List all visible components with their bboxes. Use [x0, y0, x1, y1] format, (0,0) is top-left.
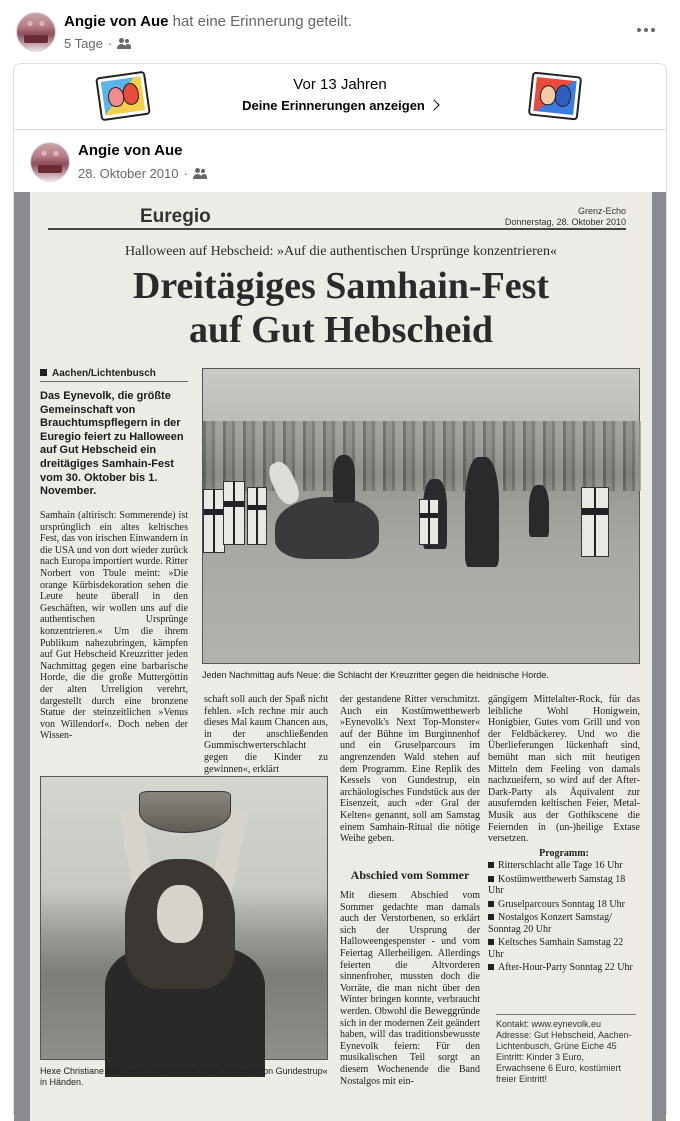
headline-line-2: auf Gut Hebscheid	[188, 309, 494, 351]
avatar-stage	[24, 35, 48, 43]
square-bullet-icon	[488, 964, 494, 970]
article-headline	[30, 264, 652, 352]
original-author-name[interactable]: Angie von Aue	[78, 142, 183, 159]
original-author-avatar[interactable]	[30, 142, 70, 182]
battle-photo-caption: Jeden Nachmittag aufs Neue: die Schlacht der Kreuzritter gegen die heidnische Horde.	[202, 670, 549, 680]
post-meta	[64, 36, 131, 51]
article-column-3b: Mit diesem Abschied vom Sommer gedachte man damals auch der Verstorbenen, so erklärt sich der Ursprung der Halloweengespenster - und vom Feiertag Allerheiligen. Allerdings feierten die Altvorderen sinnenfroher, mussten doch die Vorräte, die man nicht über den Winter bringen konnte, verbraucht werden. Obwohl die Beweggründe sich in der modernen Zeit geändert haben, will das traditionsbewusste Eynevolk feiern: Für den musikalischen Teil sorgt an diesem Wochenende die Band Nostalgos mit ein-	[340, 890, 480, 1087]
square-bullet-icon	[488, 862, 494, 868]
view-memories-label: Deine Erinnerungen anzeigen	[242, 98, 425, 113]
program-item: Kostümwettbewerb Samstag 18 Uhr	[488, 873, 626, 896]
more-icon-dot	[651, 28, 655, 32]
witch-photo-caption: Hexe Christiane hält den Gral der Kelten, den »Kessel von Gundestrup« in Händen.	[40, 1066, 328, 1087]
memory-card	[13, 63, 667, 1120]
square-bullet-icon	[40, 369, 47, 376]
meta-separator: ·	[183, 166, 188, 181]
square-bullet-icon	[488, 914, 494, 920]
program-item: Keltsches Samhain Samstag 22 Uhr	[488, 937, 624, 960]
original-post-date[interactable]: 28. Oktober 2010	[78, 166, 179, 181]
memory-sticker-right-icon	[528, 72, 582, 121]
post-header	[0, 0, 680, 62]
more-icon-dot	[644, 28, 648, 32]
program-item: After-Hour-Party Sonntag 22 Uhr	[488, 962, 640, 974]
paper-name: Grenz-Echo	[577, 206, 626, 216]
original-post-meta	[78, 166, 207, 181]
paper-date: Donnerstag, 28. Oktober 2010	[504, 217, 626, 227]
author-avatar[interactable]	[16, 12, 56, 52]
paper-date-block	[505, 206, 626, 228]
article-column-1: Samhain (altirisch: Sommerende) ist ursprünglich ein altes keltisches Fest, das von irischen Einwandern in die USA und von dort wieder zurück nach Europa importiert wurde. Ritter Norbert von Tbule meint: »Die orange Kürbisdekoration sehen die Leute heute überall in den Geschäften, wir wollen uns auf die authentischen Ursprünge konzentrieren.« Um die ihrem Publikum nahezubringen, kämpfen auf Gut Hebscheid Kreuzritter jeden Nachmittag gegen eine barbarische Horde, die die große Muttergöttin der alten Urreligion verehrt, dargestellt durch eine bronzene Statue der steinzeitlichen »Venus von Willendorf«. Doch neben der Wissen-	[40, 510, 189, 742]
dateline-text: Aachen/Lichtenbusch	[52, 368, 156, 379]
post-author-line	[64, 12, 352, 31]
headline-line-1: Dreitägiges Samhain-Fest	[132, 265, 550, 307]
section-header	[48, 202, 626, 230]
section-name: Euregio	[140, 206, 211, 227]
square-bullet-icon	[488, 901, 494, 907]
article-column-2: schaft soll auch der Spaß nicht fehlen. »Ich rechne mir auch dieses Mal kaum Chancen aus, in der anschließenden Gummischwerterschlacht gegen die Kinder zu gewinnen«, erklärt	[204, 694, 328, 775]
newspaper-clipping	[30, 192, 652, 1121]
article-dateline	[40, 368, 188, 382]
horse	[275, 497, 379, 559]
original-post-header	[14, 130, 666, 192]
memory-title: Vor 13 Jahren	[293, 76, 387, 93]
program-title: Programm:	[539, 848, 589, 859]
program-item: Gruselparcours Sonntag 18 Uhr	[488, 899, 640, 911]
crusader-shield	[247, 487, 267, 545]
warrior-figure	[465, 457, 499, 567]
more-icon-dot	[637, 28, 641, 32]
treeline	[203, 421, 641, 491]
post-photo[interactable]	[14, 192, 666, 1121]
author-name[interactable]: Angie von Aue	[64, 13, 169, 30]
program-item: Nostalgos Konzert Samstag/ Sonntag 20 Uhr	[488, 912, 612, 935]
program-list	[488, 860, 640, 976]
witch-photo	[40, 776, 328, 1060]
square-bullet-icon	[488, 939, 494, 945]
avatar-lights	[21, 18, 51, 29]
cauldron	[139, 791, 231, 833]
article-column-4: gängigem Mittelalter-Rock, für das leibliche Wohl Honigwein, Honigbier, Gutes vom Grill und von der Feldbäckerey. Und wo die Überlieferungen lückenhaft sind, bemüht man sich mit heutigen Mitteln dem Feeling von damals nachzueifern, so wird auf der After-Dark-Party als Äquivalent zur ausufernden keltischen Feier, Metal-Musik aus der Gothikscene die Feiernden in (un-)heilige Extase versetzen.	[488, 694, 640, 845]
contact-box: Kontakt: www.eynevolk.eu Adresse: Gut Hebscheid, Aachen-Lichtenbusch, Grüne Eiche 45 Eintritt: Kinder 3 Euro, Erwachsene 6 Euro, kostümiert freier Eintritt!	[496, 1014, 636, 1085]
more-options-button[interactable]	[632, 18, 660, 42]
rider-figure	[333, 455, 355, 503]
article-column-3: der gestandene Ritter verschmitzt. Auch ein Kostümwettbewerb »Eynevolk's Next Top-Monster« auf der Bühne im Burginnenhof und ein Gruselparcours im angrenzenden Wald stehen auf dem Programm. Eine Replik des Kessels von Gundestrup, ein archäologisches Fundstück aus der Eisenzeit, auch »der Gral der Kelten« genannt, soll am Samstag einem Samhain-Ritual die nötige Weihe geben.	[340, 694, 480, 845]
article-subhead: Abschied vom Sommer	[350, 868, 470, 882]
square-bullet-icon	[488, 876, 494, 882]
face	[157, 885, 203, 943]
crusader-shield	[419, 499, 439, 545]
crusader-shield	[223, 481, 245, 545]
memory-banner[interactable]	[14, 64, 666, 130]
friends-icon[interactable]	[193, 168, 207, 180]
chevron-right-icon	[428, 99, 439, 110]
post-action: hat eine Erinnerung geteilt.	[172, 13, 352, 30]
program-item: Ritterschlacht alle Tage 16 Uhr	[488, 860, 640, 872]
article-lead: Das Eynevolk, die größte Gemeinschaft von Brauchtumspflegern in der Euregio feiert zu Halloween auf Gut Hebscheid ein dreitägiges Samhain-Fest vom 30. Oktober bis 1. November.	[40, 390, 184, 498]
friends-icon[interactable]	[117, 38, 131, 50]
crusader-shield	[203, 489, 225, 553]
post-time[interactable]: 5 Tage	[64, 36, 103, 51]
meta-separator: ·	[107, 36, 113, 51]
warrior-figure	[529, 485, 549, 537]
article-kicker: Halloween auf Hebscheid: »Auf die authentischen Ursprünge konzentrieren«	[125, 244, 557, 259]
battle-photo	[202, 368, 640, 664]
crusader-shield	[581, 487, 609, 557]
